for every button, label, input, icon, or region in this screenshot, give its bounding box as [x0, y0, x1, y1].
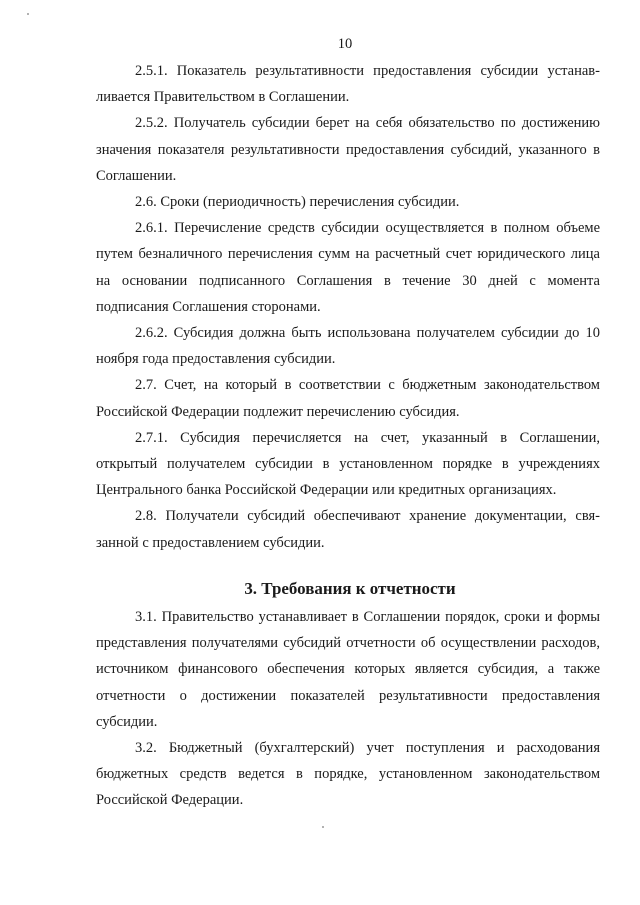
scan-speck — [27, 13, 29, 15]
paragraph-2-8: 2.8. Получатели субсидий обеспечивают хранение документации, связанной с предоставлением субсидии. — [96, 508, 600, 551]
paragraph-2-6: 2.6. Сроки (периодичность) перечисления субсидии. — [135, 194, 460, 211]
scan-speck — [322, 826, 324, 828]
paragraph-3-2: 3.2. Бюджетный (бухгалтерский) учет поступления и расходования бюджетных средств ведется в порядке, установленном законодательством Российской Федерации. — [96, 740, 600, 809]
paragraph-2-6-1: 2.6.1. Перечисление средств субсидии осуществляется в полном объеме путем безналичного перечисления сумм на расчетный счет юридического лица на основании подписанного Соглашения в течение 30 дней с момента подписания Соглашения сторонами. — [96, 220, 600, 315]
paragraph-2-5-2: 2.5.2. Получатель субсидии берет на себя обязательство по достижению значения показателя результативности предоставления субсидий, указанного в Соглашении. — [96, 115, 600, 184]
paragraph-2-7-1: 2.7.1. Субсидия перечисляется на счет, указанный в Соглашении, открытый получателем субсидии в установленном порядке в учреждениях Центрального банка Российской Федерации или кредитных организациях. — [96, 429, 600, 499]
paragraph-2-5-1: 2.5.1. Показатель результативности предоставления субсидии устанавливается Правительством в Соглашении. — [96, 63, 600, 106]
paragraph-2-7: 2.7. Счет, на который в соответствии с бюджетным законодательством Российской Федерации подлежит перечислению субсидия. — [96, 377, 600, 420]
paragraph-2-6-2: 2.6.2. Субсидия должна быть использована получателем субсидии до 10 ноября года предоставления субсидии. — [96, 325, 600, 368]
paragraph-3-1: 3.1. Правительство устанавливает в Соглашении порядок, сроки и формы представления получателями субсидий отчетности об осуществлении расходов, источником финансового обеспечения которых является субсидия, а также отчетности о достижении показателей результативности предоставления субсидии. — [96, 609, 600, 730]
document-body — [96, 58, 600, 814]
page-number: 10 — [337, 36, 353, 52]
section-heading: 3. Требования к отчетности — [244, 578, 456, 598]
